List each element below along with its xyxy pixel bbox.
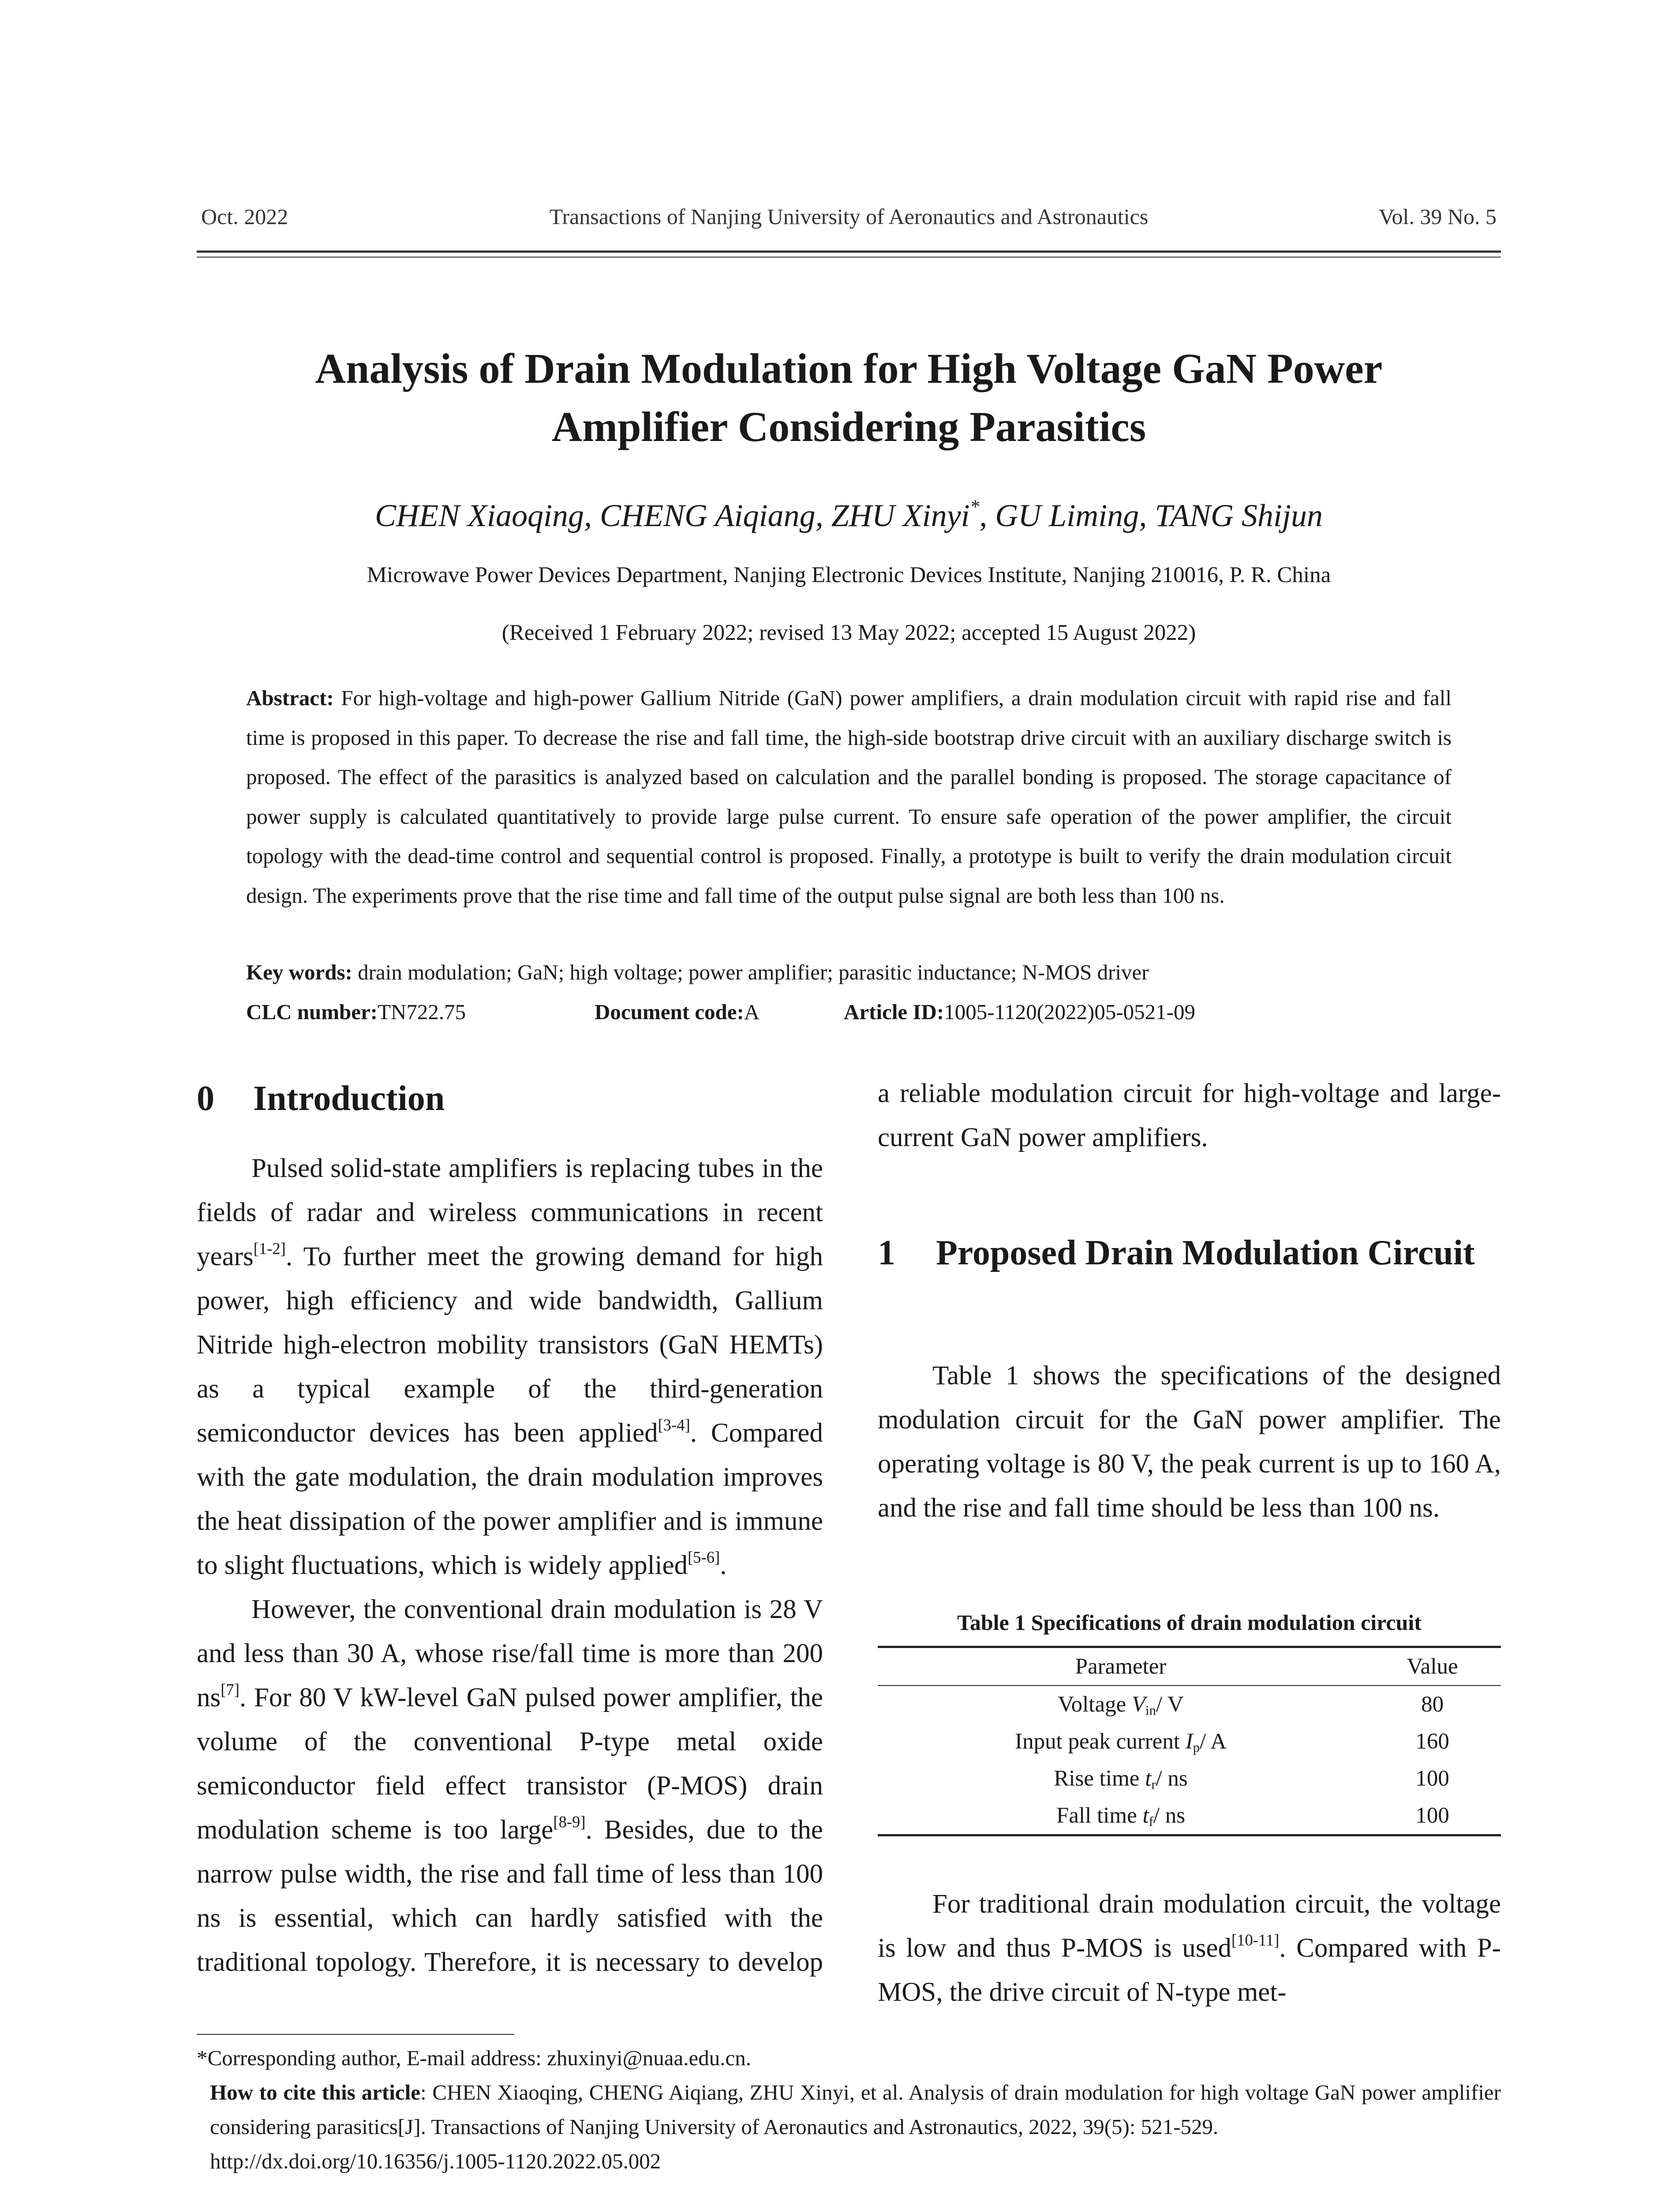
title-line-1: Analysis of Drain Modulation for High Voltage GaN Power (315, 345, 1383, 392)
clc-number: CLC number:TN722.75 (246, 1000, 466, 1024)
citation[interactable]: [5-6] (688, 1548, 720, 1566)
abstract (246, 678, 1452, 915)
header-value: Value (1364, 1647, 1501, 1686)
section1-paragraph-1: Table 1 shows the specifications of the designed modulation circuit for the GaN power amplifier. The operating voltage is 80 V, the peak current is up to 160 A, and the rise and fall time should be less than 100 ns. (878, 1361, 1501, 1523)
parameter-cell: Fall time $t_f/$ ns (878, 1797, 1364, 1835)
citation[interactable]: [7] (221, 1680, 239, 1699)
author-separator: , (1139, 498, 1155, 533)
title-line-2: Amplifier Considering Parasitics (551, 403, 1146, 450)
author-separator: , (979, 498, 995, 533)
table-row (878, 1797, 1501, 1835)
table-header-row (878, 1647, 1501, 1686)
footnotes (197, 2041, 1501, 2179)
specifications-table (878, 1646, 1501, 1836)
citation-note: How to cite this article: CHEN Xiaoqing, CHENG Aiqiang, ZHU Xinyi, et al. Analysis of drain modulation for high voltage GaN power amplifier considering parasitics[J]. Transactions of Nanjing University of Aeronautics and Astronautics, 2022, 39(5): 521-529. (210, 2080, 1501, 2139)
header-rule-thick (197, 250, 1501, 253)
value-cell: 80 (1421, 1692, 1444, 1717)
author-2: CHENG Aiqiang (599, 498, 816, 533)
received-dates: (Received 1 February 2022; revised 13 May 2022; accepted 15 August 2022) (501, 620, 1196, 645)
table-row (878, 1686, 1501, 1723)
author-5: TANG Shijun (1155, 498, 1323, 533)
author-list (197, 497, 1501, 534)
section-title: Proposed Drain Modulation Circuit (936, 1233, 1475, 1272)
footnote-rule (197, 2034, 514, 2035)
section1-paragraph-2: For traditional drain modulation circuit, the voltage is low and thus P-MOS is used[10-11]. Compared with P-MOS, the drive circuit of N-type met- (878, 1889, 1501, 2007)
citation[interactable]: [3-4] (658, 1416, 690, 1434)
abstract-text: For high-voltage and high-power Gallium Nitride (GaN) power amplifiers, a drain modulation circuit with rapid rise and fall time is proposed in this paper. To decrease the rise and fall time, the high-side bootstrap drive circuit with an auxiliary discharge switch is proposed. The effect of the parasitics is analyzed based on calculation and the parallel bonding is proposed. The storage capacitance of power supply is calculated quantitatively to provide large pulse current. To ensure safe operation of the power amplifier, the circuit topology with the dead-time control and sequential control is proposed. Finally, a prototype is built to verify the drain modulation circuit design. The experiments prove that the rise time and fall time of the output pulse signal are both less than 100 ns. (246, 686, 1452, 908)
keywords (246, 953, 1452, 992)
value-cell: 100 (1415, 1766, 1449, 1791)
left-column (197, 1147, 823, 1984)
value-cell: 100 (1364, 1797, 1501, 1835)
keywords-label: Key words: (246, 960, 352, 984)
table-caption: Table 1 Specifications of drain modulation circuit (957, 1610, 1422, 1635)
corresponding-mark: * (969, 496, 980, 517)
keywords-text: drain modulation; GaN; high voltage; power amplifier; parasitic inductance; N-MOS driver (358, 960, 1149, 984)
parameter-cell: Rise time $t_r/$ ns (1054, 1766, 1188, 1792)
author-4: GU Liming (995, 498, 1139, 533)
value-cell: 160 (1415, 1729, 1449, 1754)
parameter-cell: Voltage $V_{in}/$ V (1058, 1692, 1184, 1718)
citation[interactable]: [1-2] (253, 1239, 286, 1258)
intro-paragraph-1: Pulsed solid-state amplifiers is replacing tubes in the fields of radar and wireless communications in recent years[1-2]. To further meet the growing demand for high power, high efficiency and wide bandwidth, Gallium Nitride high-electron mobility transistors (GaN HEMTs) as a typical example of the third-generation semiconductor devices has been applied[3-4]. Compared with the gate modulation, the drain modulation improves the heat dissipation of the power amplifier and is immune to slight fluctuations, which is widely applied[5-6]. (197, 1154, 823, 1580)
table-row (878, 1723, 1501, 1760)
right-column-continuation (878, 1072, 1501, 1160)
citation[interactable]: [8-9] (553, 1813, 586, 1831)
section1-body-top (878, 1354, 1501, 1530)
corresponding-author-note: *Corresponding author, E-mail address: zhuxinyi@nuaa.edu.cn. (197, 2046, 751, 2070)
table-row (878, 1760, 1501, 1797)
journal-name: Transactions of Nanjing University of Aeronautics and Astronautics (549, 204, 1149, 229)
affiliation: Microwave Power Devices Department, Nanjing Electronic Devices Institute, Nanjing 210016, P. R. China (367, 563, 1331, 587)
parameter-cell: Input peak current $I_p/$ A (1015, 1729, 1227, 1755)
doi-link[interactable]: http://dx.doi.org/10.16356/j.1005-1120.2022.05.002 (210, 2149, 661, 2173)
section1-body-bottom (878, 1882, 1501, 2014)
article-id: Article ID:1005-1120(2022)05-0521-09 (844, 1000, 1195, 1024)
section-number: 1 (878, 1233, 895, 1272)
issue-date: Oct. 2022 (201, 204, 288, 229)
header-parameter: Parameter (878, 1647, 1364, 1686)
section-number: 0 (197, 1079, 214, 1118)
author-3: ZHU Xinyi (831, 498, 970, 533)
header-rule-thin (197, 257, 1501, 258)
intro-paragraph-2-continued: a reliable modulation circuit for high-voltage and large-current GaN power amplifiers. (878, 1079, 1501, 1152)
abstract-label: Abstract: (246, 686, 334, 710)
section-heading-drain-modulation (878, 1226, 1501, 1280)
section-heading-introduction (197, 1072, 823, 1125)
volume-number: Vol. 39 No. 5 (1378, 204, 1497, 229)
running-header (197, 204, 1501, 235)
author-separator: , (815, 498, 831, 533)
paper-title (197, 340, 1501, 456)
author-separator: , (584, 498, 600, 533)
intro-paragraph-2: However, the conventional drain modulation is 28 V and less than 30 A, whose rise/fall time is more than 200 ns[7]. For 80 V kW-level GaN pulsed power amplifier, the volume of the conventional P-type metal oxide semiconductor field effect transistor (P-MOS) drain modulation scheme is too large[8-9]. Besides, due to the narrow pulse width, the rise and fall time of less than 100 ns is essential, which can hardly satisfied with the traditional topology. Therefore, it is necessary to develop (197, 1595, 823, 1977)
author-1: CHEN Xiaoqing (374, 498, 584, 533)
document-code: Document code:A (595, 1000, 760, 1024)
section-title: Introduction (253, 1079, 445, 1118)
citation[interactable]: [10-11] (1231, 1931, 1280, 1949)
